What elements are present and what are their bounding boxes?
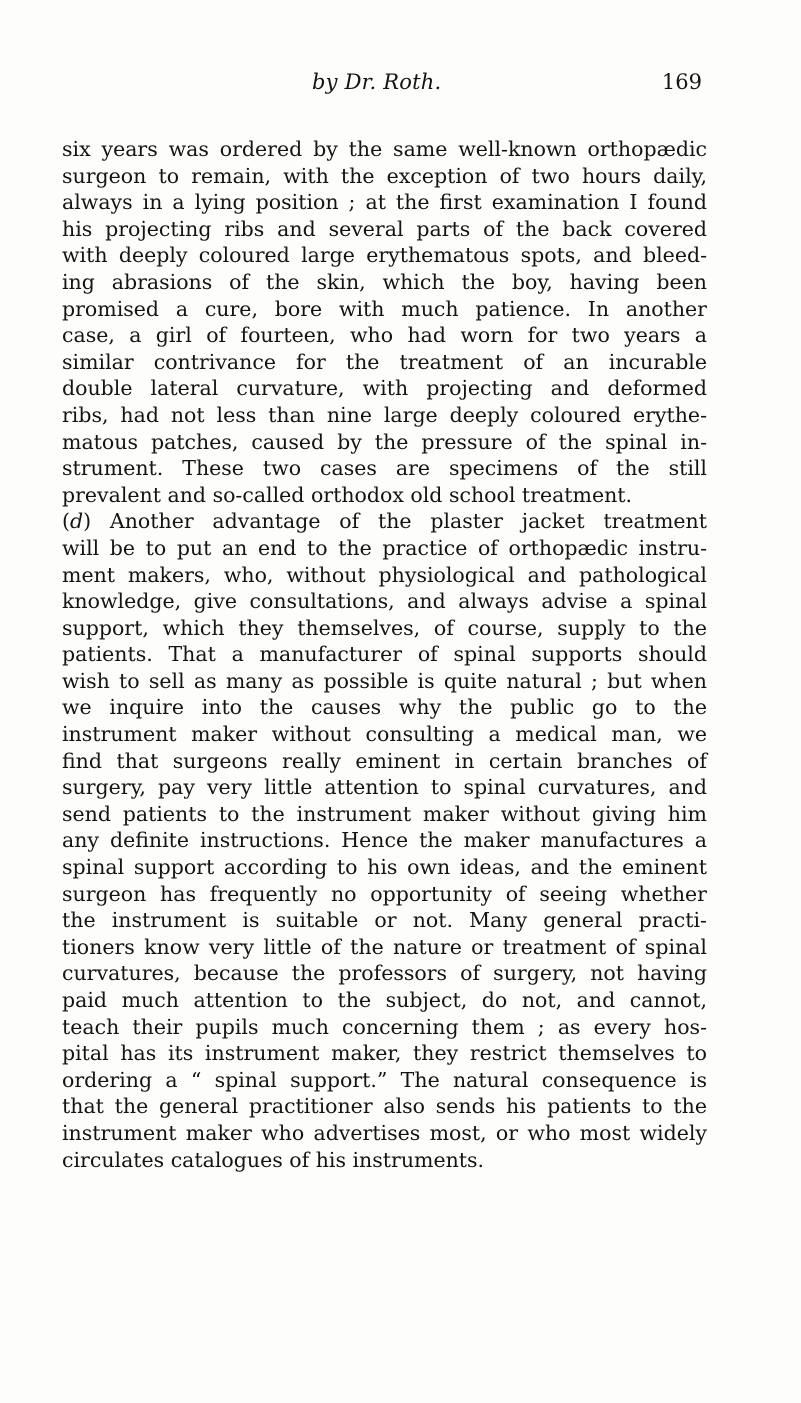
page-number: 169 bbox=[661, 70, 702, 94]
text-line: tioners know very little of the nature or treatment of spinal bbox=[62, 934, 707, 959]
text-line: his projecting ribs and several parts of the back covered bbox=[62, 216, 707, 241]
text-line: strument. These two cases are specimens of the still bbox=[62, 456, 707, 481]
clause-marker: d bbox=[70, 509, 84, 534]
text-line: that the general practitioner also sends his patients to the bbox=[62, 1094, 707, 1119]
text-line: we inquire into the causes why the public go to the bbox=[62, 695, 707, 720]
running-head: by Dr. Roth. bbox=[312, 70, 442, 94]
text-line: support, which they themselves, of course, supply to the bbox=[62, 615, 707, 640]
text-line: surgeon to remain, with the exception of two hours daily, bbox=[62, 163, 707, 188]
page-header bbox=[62, 70, 702, 102]
text-line: send patients to the instrument maker without giving him bbox=[62, 801, 707, 826]
text-line: matous patches, caused by the pressure of the spinal in- bbox=[62, 429, 707, 454]
text-line: promised a cure, bore with much patience. In another bbox=[62, 296, 707, 321]
text-line: any definite instructions. Hence the maker manufactures a bbox=[62, 828, 707, 853]
text-line: always in a lying position ; at the first examination I found bbox=[62, 190, 707, 215]
text-line: patients. That a manufacturer of spinal supports should bbox=[62, 642, 707, 667]
text-line: instrument maker without consulting a medical man, we bbox=[62, 722, 707, 747]
text-line: ordering a “ spinal support.” The natural consequence is bbox=[62, 1067, 707, 1092]
text-line: wish to sell as many as possible is quite natural ; but when bbox=[62, 668, 707, 693]
text-line: (d) Another advantage of the plaster jacket treatment bbox=[62, 509, 707, 534]
text-line: surgery, pay very little attention to spinal curvatures, and bbox=[62, 775, 707, 800]
text-line: knowledge, give consultations, and always advise a spinal bbox=[62, 589, 707, 614]
text-line: teach their pupils much concerning them ; as every hos- bbox=[62, 1014, 707, 1039]
text-line: six years was ordered by the same well-known orthopædic bbox=[62, 137, 707, 161]
text-line: the instrument is suitable or not. Many general practi- bbox=[62, 908, 707, 933]
text-line: spinal support according to his own ideas, and the eminent bbox=[62, 855, 707, 880]
text-line: prevalent and so-called orthodox old school treatment. bbox=[62, 482, 633, 507]
text-line: paid much attention to the subject, do not, and cannot, bbox=[62, 988, 707, 1012]
text-line: double lateral curvature, with projecting and deformed bbox=[62, 376, 707, 401]
text-line: pital has its instrument maker, they restrict themselves to bbox=[62, 1041, 707, 1066]
text-line: similar contrivance for the treatment of an incurable bbox=[62, 349, 707, 374]
text-line: ment makers, who, without physiological and pathological bbox=[62, 562, 707, 587]
body-text bbox=[62, 136, 707, 1173]
text-line: with deeply coloured large erythematous spots, and bleed- bbox=[62, 243, 707, 268]
text-line: ing abrasions of the skin, which the boy, having been bbox=[62, 269, 707, 294]
text-line: surgeon has frequently no opportunity of seeing whether bbox=[62, 881, 707, 906]
text-line: case, a girl of fourteen, who had worn for two years a bbox=[62, 323, 707, 348]
text-line: curvatures, because the professors of surgery, not having bbox=[62, 961, 707, 986]
text-line: circulates catalogues of his instruments. bbox=[62, 1147, 485, 1172]
text-line: ribs, had not less than nine large deeply coloured erythe- bbox=[62, 402, 707, 427]
text-line: instrument maker who advertises most, or who most widely bbox=[62, 1120, 707, 1145]
text-line: find that surgeons really eminent in certain branches of bbox=[62, 748, 707, 773]
text-line: will be to put an end to the practice of orthopædic instru- bbox=[62, 535, 707, 560]
